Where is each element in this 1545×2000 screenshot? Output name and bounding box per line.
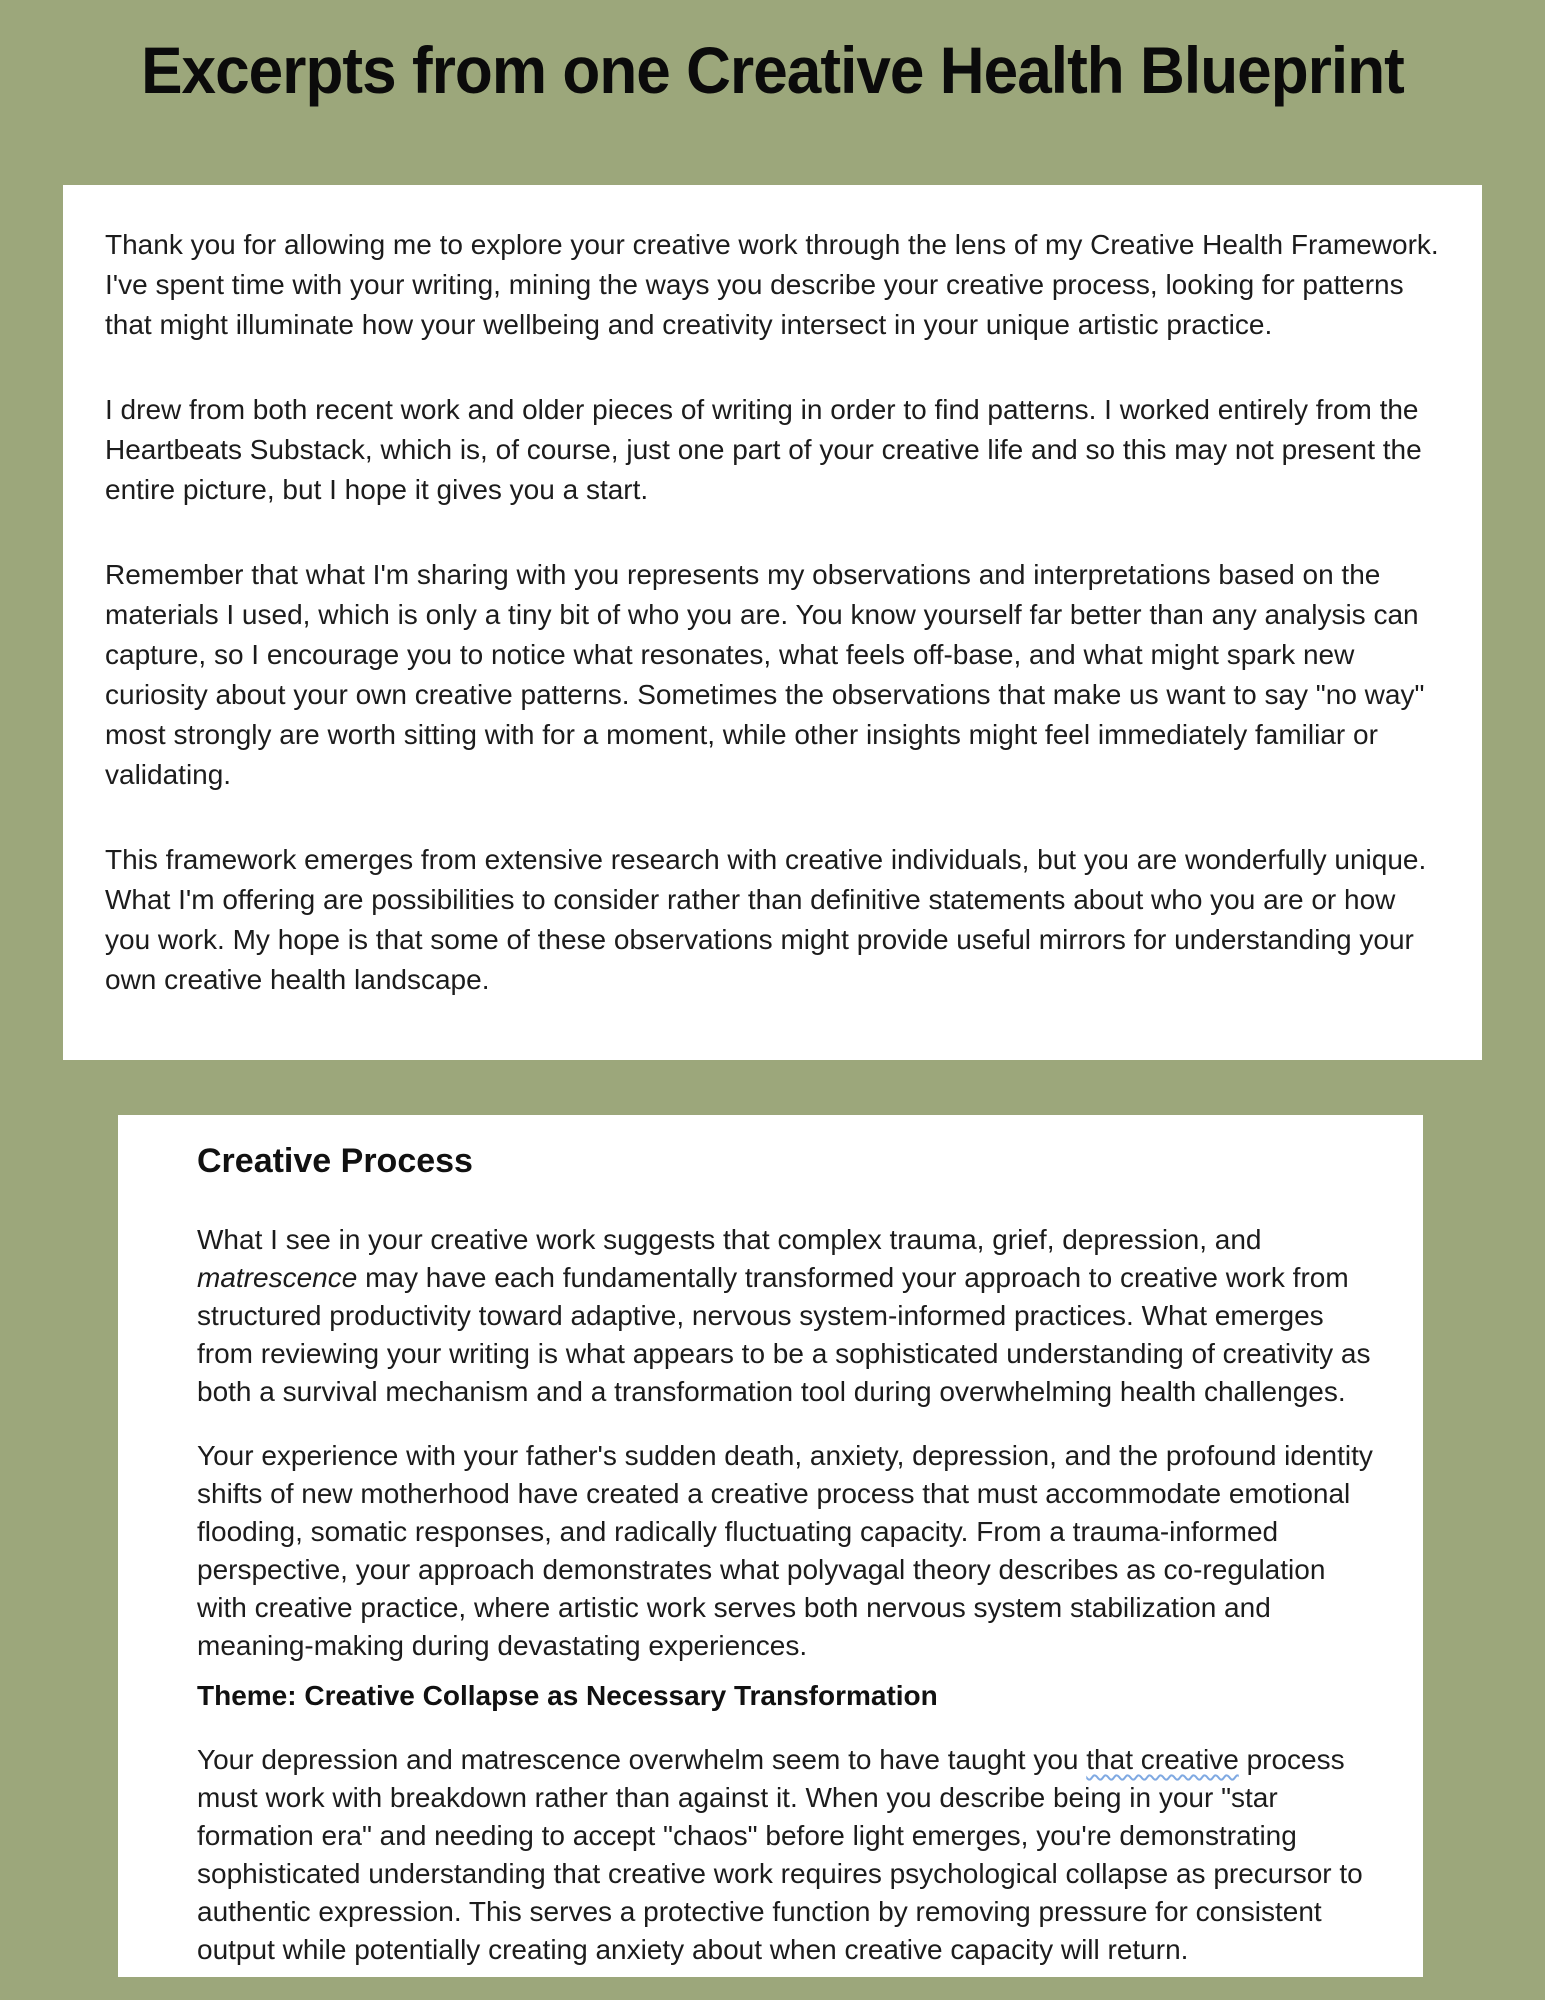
process-paragraph-3-post: process must work with breakdown rather than against it. When you describe being in your "star formation era" and needing to accept "chaos" before light emerges, you're demonstrating sophisticated understanding that creative work requires psychological collapse as precursor to authentic expression. This serves a protective function by removing pressure for consistent output while potentially creating anxiety about when creative capacity will return. xyxy=(197,1744,1363,1965)
page-title: Excerpts from one Creative Health Blueprint xyxy=(141,33,1404,107)
intro-paragraph-3: Remember that what I'm sharing with you represents my observations and interpretations based on the materials I used, which is only a tiny bit of who you are. You know yourself far better than any analysis can capture, so I encourage you to notice what resonates, what feels off-base, and what might spark new curiosity about your own creative patterns. Sometimes the observations that make us want to say "no way" most strongly are worth sitting with for a moment, while other insights might feel immediately familiar or validating. xyxy=(105,559,1425,790)
intro-card xyxy=(63,185,1482,1060)
process-paragraph-3-pre: Your depression and matrescence overwhelm seem to have taught you xyxy=(197,1744,1087,1775)
process-paragraph-1-pre: What I see in your creative work suggests that complex trauma, grief, depression, and xyxy=(197,1224,1262,1255)
process-paragraph-1-post: may have each fundamentally transformed your approach to creative work from structured productivity toward adaptive, nervous system-informed practices. What emerges from reviewing your writing is what appears to be a sophisticated understanding of creativity as both a survival mechanism and a transformation tool during overwhelming health challenges. xyxy=(197,1262,1371,1407)
matrescence-italic-term: matrescence xyxy=(197,1262,358,1293)
intro-paragraph-1: Thank you for allowing me to explore your creative work through the lens of my Creative Health Framework. I've spent time with your writing, mining the ways you describe your creative process, looking for patterns that might illuminate how your wellbeing and creativity intersect in your unique artistic practice. xyxy=(105,229,1439,340)
grammar-check-underlined-text: that creative xyxy=(1086,1744,1239,1775)
theme-subheading: Theme: Creative Collapse as Necessary Transformation xyxy=(197,1680,938,1711)
intro-paragraph-4: This framework emerges from extensive research with creative individuals, but you are wonderfully unique. What I'm offering are possibilities to consider rather than definitive statements about who you are or how you work. My hope is that some of these observations might provide useful mirrors for understanding your own creative health landscape. xyxy=(105,844,1427,995)
process-paragraph-3 xyxy=(197,1741,1377,1969)
creative-process-card xyxy=(118,1115,1423,1977)
process-paragraph-2: Your experience with your father's sudden death, anxiety, depression, and the profound identity shifts of new motherhood have created a creative process that must accommodate emotional flooding, somatic responses, and radically fluctuating capacity. From a trauma-informed perspective, your approach demonstrates what polyvagal theory describes as co-regulation with creative practice, where artistic work serves both nervous system stabilization and meaning-making during devastating experiences. xyxy=(197,1440,1373,1661)
creative-process-heading: Creative Process xyxy=(197,1142,473,1180)
process-paragraph-1 xyxy=(197,1221,1377,1411)
intro-paragraph-2: I drew from both recent work and older pieces of writing in order to find patterns. I worked entirely from the Heartbeats Substack, which is, of course, just one part of your creative life and so this may not present the entire picture, but I hope it gives you a start. xyxy=(105,394,1422,505)
